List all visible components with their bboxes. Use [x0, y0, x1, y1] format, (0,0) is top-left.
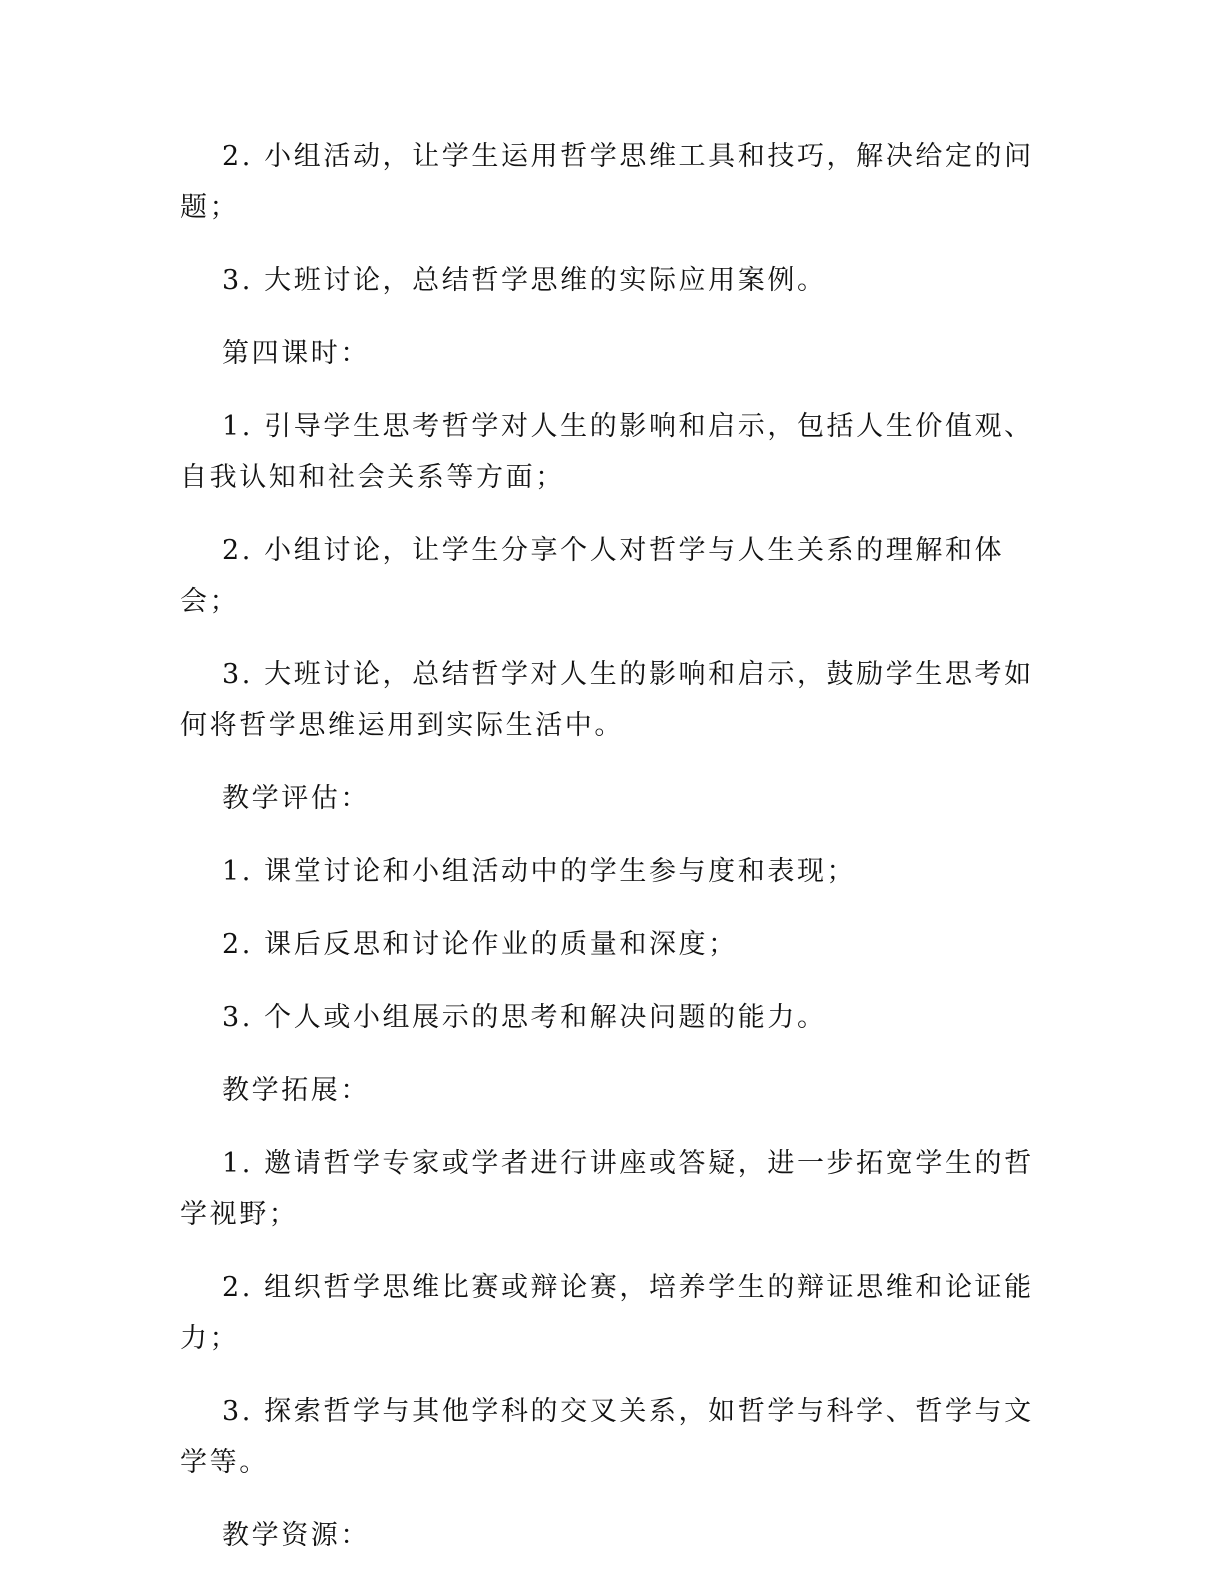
heading-teaching-evaluation: 教学评估： [222, 783, 370, 814]
paragraph-extension-interdisciplinary: 3. 探索哲学与其他学科的交叉关系，如哲学与科学、哲学与文学等。 [180, 1396, 1034, 1478]
paragraph-class-discussion-life: 3. 大班讨论，总结哲学对人生的影响和启示，鼓励学生思考如何将哲学思维运用到实际生活中。 [180, 659, 1034, 741]
paragraph-evaluation-homework: 2. 课后反思和讨论作业的质量和深度； [222, 929, 738, 960]
paragraph-evaluation-participation: 1. 课堂讨论和小组活动中的学生参与度和表现； [222, 856, 857, 887]
heading-fourth-session: 第四课时： [222, 338, 370, 369]
paragraph-group-activity: 2. 小组活动，让学生运用哲学思维工具和技巧，解决给定的问题； [180, 141, 1034, 223]
paragraph-class-discussion-cases: 3. 大班讨论，总结哲学思维的实际应用案例。 [222, 265, 827, 296]
paragraph-evaluation-presentation: 3. 个人或小组展示的思考和解决问题的能力。 [222, 1002, 827, 1033]
paragraph-extension-competition: 2. 组织哲学思维比赛或辩论赛，培养学生的辩证思维和论证能力； [180, 1272, 1034, 1354]
document-body [180, 131, 1060, 1583]
paragraph-guide-reflection: 1. 引导学生思考哲学对人生的影响和启示，包括人生价值观、自我认知和社会关系等方面； [180, 411, 1034, 493]
heading-teaching-resources: 教学资源： [222, 1520, 370, 1551]
heading-teaching-extension: 教学拓展： [222, 1075, 370, 1106]
paragraph-group-discussion: 2. 小组讨论，让学生分享个人对哲学与人生关系的理解和体会； [180, 535, 1005, 617]
paragraph-extension-lecture: 1. 邀请哲学专家或学者进行讲座或答疑，进一步拓宽学生的哲学视野； [180, 1148, 1034, 1230]
